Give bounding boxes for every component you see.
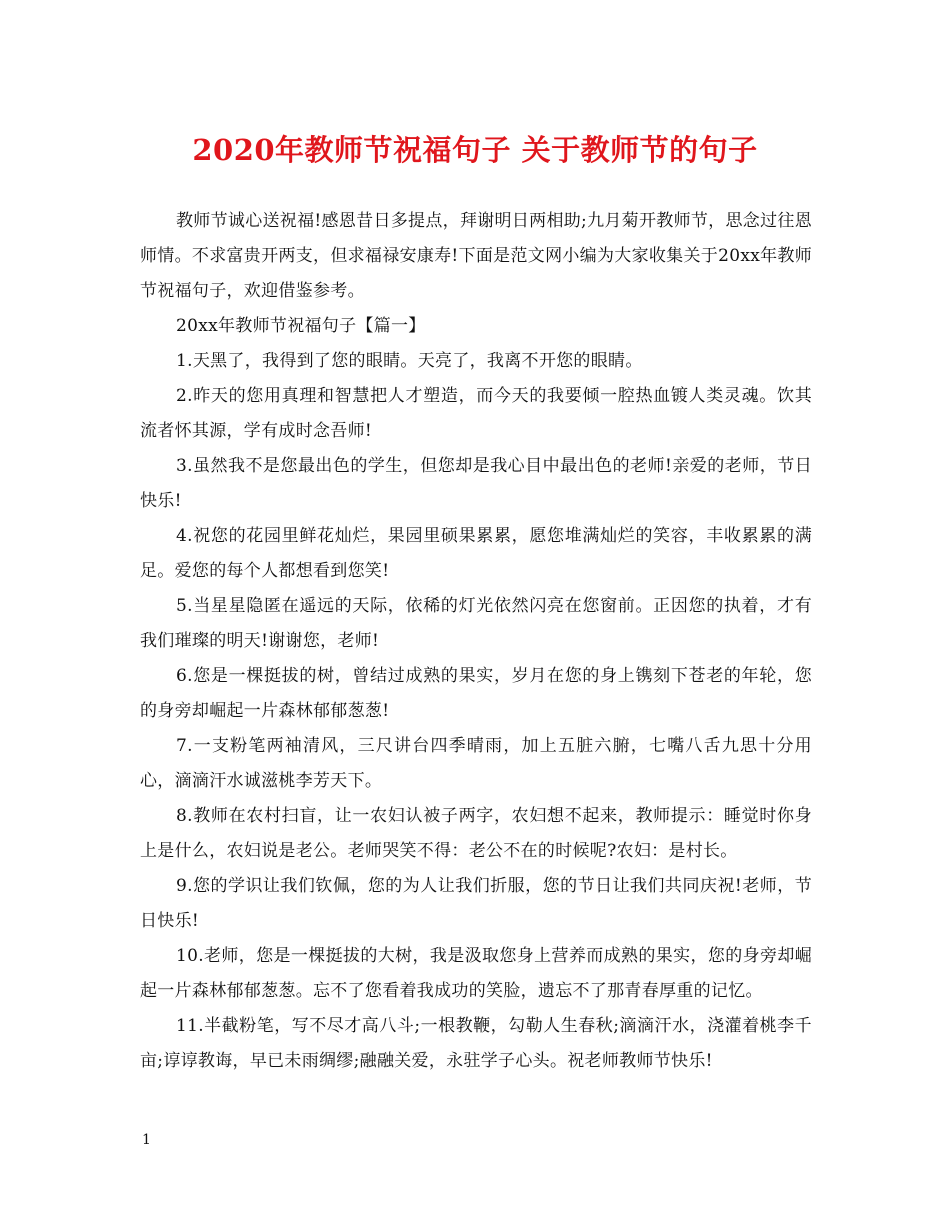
document-title: 2020年教师节祝福句子 关于教师节的句子 <box>192 133 758 167</box>
intro-paragraph: 教师节诚心送祝福!感恩昔日多提点，拜谢明日两相助;九月菊开教师节，思念过往恩师情。不求富贵开两支，但求福禄安康寿!下面是范文网小编为大家收集关于20xx年教师节祝福句子，欢迎借鉴参考。 <box>140 211 812 301</box>
list-item: 1.天黑了，我得到了您的眼睛。天亮了，我离不开您的眼睛。 <box>176 351 643 371</box>
list-item: 11.半截粉笔，写不尽才高八斗;一根教鞭，勾勒人生春秋;滴滴汗水，浇灌着桃李千亩;谆谆教诲，早已未雨绸缪;融融关爱，永驻学子心头。祝老师教师节快乐! <box>140 1016 812 1071</box>
document-body <box>140 204 812 1079</box>
list-item: 6.您是一棵挺拔的树，曾结过成熟的果实，岁月在您的身上镌刻下苍老的年轮，您的身旁却崛起一片森林郁郁葱葱! <box>140 666 812 721</box>
list-item: 9.您的学识让我们钦佩，您的为人让我们折服，您的节日让我们共同庆祝!老师，节日快乐! <box>140 876 812 931</box>
list-item: 7.一支粉笔两袖清风，三尺讲台四季晴雨，加上五脏六腑，七嘴八舌九思十分用心，滴滴汗水诚滋桃李芳天下。 <box>140 736 812 791</box>
list-item: 8.教师在农村扫盲，让一农妇认被子两字，农妇想不起来，教师提示：睡觉时你身上是什么，农妇说是老公。老师哭笑不得：老公不在的时候呢?农妇：是村长。 <box>140 806 812 861</box>
list-item: 4.祝您的花园里鲜花灿烂，果园里硕果累累，愿您堆满灿烂的笑容，丰收累累的满足。爱您的每个人都想看到您笑! <box>140 526 812 581</box>
page-number: 1 <box>142 1132 151 1148</box>
list-item: 5.当星星隐匿在遥远的天际，依稀的灯光依然闪亮在您窗前。正因您的执着，才有我们璀璨的明天!谢谢您，老师! <box>140 596 812 651</box>
list-item: 10.老师，您是一棵挺拔的大树，我是汲取您身上营养而成熟的果实，您的身旁却崛起一片森林郁郁葱葱。忘不了您看着我成功的笑脸，遗忘不了那青春厚重的记忆。 <box>140 946 812 1001</box>
list-item: 2.昨天的您用真理和智慧把人才塑造，而今天的我要倾一腔热血镀人类灵魂。饮其流者怀其源，学有成时念吾师! <box>140 386 812 441</box>
list-item: 3.虽然我不是您最出色的学生，但您却是我心目中最出色的老师!亲爱的老师，节日快乐! <box>140 456 812 511</box>
section-heading: 20xx年教师节祝福句子【篇一】 <box>176 316 426 336</box>
